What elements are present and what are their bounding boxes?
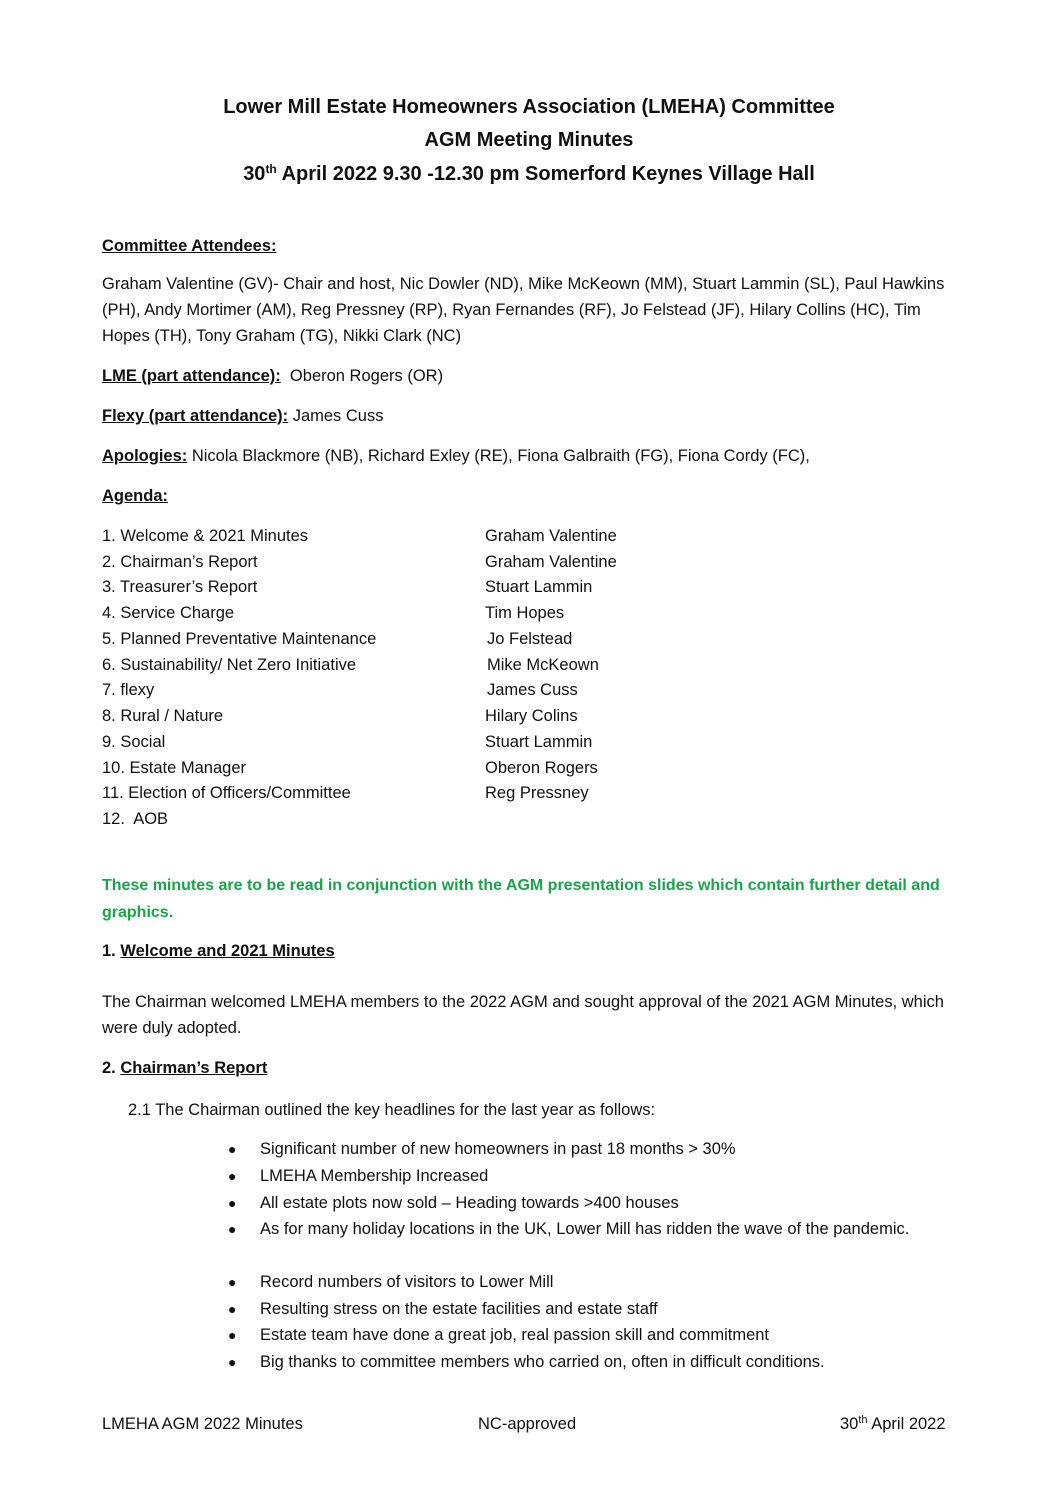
agenda-owner: Stuart Lammin	[485, 578, 593, 596]
section-1-number: 1.	[102, 942, 121, 960]
section-1-title: Welcome and 2021 Minutes	[120, 942, 335, 960]
flexy-text: James Cuss	[288, 407, 384, 425]
agenda-item: 3. Treasurer’s Report	[102, 578, 258, 596]
agenda-owner: James Cuss	[487, 681, 578, 699]
lme-text: Oberon Rogers (OR)	[280, 367, 444, 385]
footer-day-suffix: th	[858, 1414, 868, 1426]
agenda-label: Agenda:	[102, 487, 168, 505]
agenda-item: 5. Planned Preventative Maintenance	[102, 630, 377, 648]
title-date-venue: April 2022 9.30 -12.30 pm Somerford Keynes Village Hall	[276, 163, 815, 185]
agenda-owner: Tim Hopes	[485, 604, 565, 622]
apologies-label: Apologies:	[102, 447, 188, 465]
doc-title-line-3	[0, 158, 1058, 191]
bullet-icon: ●	[228, 1301, 237, 1317]
agenda-owner: Reg Pressney	[485, 784, 589, 802]
agenda-item: 4. Service Charge	[102, 604, 235, 622]
agenda-owner: Jo Felstead	[487, 630, 573, 648]
bullet-icon: ●	[228, 1354, 237, 1370]
bullet-icon: ●	[228, 1221, 237, 1237]
footer-month-year: April 2022	[867, 1415, 946, 1433]
bullet-text: Record numbers of visitors to Lower Mill	[260, 1273, 554, 1291]
attendees-label: Committee Attendees:	[102, 237, 277, 255]
footer-day: 30	[840, 1415, 859, 1433]
reading-note: These minutes are to be read in conjunction with the AGM presentation slides which contain further detail and graphics.	[102, 877, 940, 921]
agenda-owner: Stuart Lammin	[485, 733, 593, 751]
agenda-owner: Mike McKeown	[487, 656, 599, 674]
agenda-owner: Hilary Colins	[485, 707, 578, 725]
bullet-icon: ●	[228, 1168, 237, 1184]
bullet-text: Big thanks to committee members who carried on, often in difficult conditions.	[260, 1353, 825, 1371]
attendees-list: Graham Valentine (GV)- Chair and host, Nic Dowler (ND), Mike McKeown (MM), Stuart Lammin (SL), Paul Hawkins (PH), Andy Mortimer (AM), Reg Pressney (RP), Ryan Fernandes (RF), Jo Felstead (JF), Hilary Collins (HC), Tim Hopes (TH), Tony Graham (TG), Nikki Clark (NC)	[102, 275, 945, 345]
section-1-text: The Chairman welcomed LMEHA members to the 2022 AGM and sought approval of the 2021 AGM Minutes, which were duly adopted.	[102, 993, 944, 1037]
title-day: 30	[243, 163, 266, 185]
agenda-item: 6. Sustainability/ Net Zero Initiative	[102, 656, 357, 674]
agenda-item: 8. Rural / Nature	[102, 707, 224, 725]
doc-title-line-2: AGM Meeting Minutes	[424, 129, 634, 151]
section-2-title: Chairman’s Report	[120, 1059, 268, 1077]
agenda-item: 7. flexy	[102, 681, 155, 699]
flexy-label: Flexy (part attendance):	[102, 407, 289, 425]
bullet-text: Estate team have done a great job, real passion skill and commitment	[260, 1326, 770, 1344]
agenda-item: 1. Welcome & 2021 Minutes	[102, 527, 309, 545]
bullet-text: All estate plots now sold – Heading towards >400 houses	[260, 1194, 679, 1212]
lme-attendance	[102, 363, 962, 389]
footer-status: NC-approved	[478, 1415, 577, 1433]
agenda-item: 2. Chairman’s Report	[102, 553, 258, 571]
section-1-heading	[102, 938, 962, 964]
agenda-heading	[102, 483, 962, 509]
title-day-suffix: th	[265, 162, 277, 176]
agenda-owner: Graham Valentine	[485, 527, 617, 545]
agenda-owner: Graham Valentine	[485, 553, 617, 571]
agenda-item: 11. Election of Officers/Committee	[102, 784, 351, 802]
bullet-icon: ●	[228, 1274, 237, 1290]
bullet-icon: ●	[228, 1141, 237, 1157]
bullet-icon: ●	[228, 1327, 237, 1343]
bullet-text: Resulting stress on the estate facilities and estate staff	[260, 1300, 658, 1318]
bullet-icon: ●	[228, 1195, 237, 1211]
attendees-heading	[102, 233, 962, 259]
bullet-text: As for many holiday locations in the UK, Lower Mill has ridden the wave of the pandemic.	[260, 1220, 910, 1238]
section-2-intro: 2.1 The Chairman outlined the key headlines for the last year as follows:	[128, 1101, 656, 1119]
doc-title-line-1: Lower Mill Estate Homeowners Association (LMEHA) Committee	[223, 96, 835, 118]
apologies-text: Nicola Blackmore (NB), Richard Exley (RE), Fiona Galbraith (FG), Fiona Cordy (FC),	[187, 447, 810, 465]
footer-doc-name: LMEHA AGM 2022 Minutes	[102, 1415, 303, 1433]
section-2-heading	[102, 1055, 962, 1081]
agenda-owner: Oberon Rogers	[485, 759, 598, 777]
footer-date	[840, 1413, 946, 1435]
bullet-text: Significant number of new homeowners in past 18 months > 30%	[260, 1140, 736, 1158]
lme-label: LME (part attendance):	[102, 367, 281, 385]
agenda-item: 9. Social	[102, 733, 166, 751]
apologies	[102, 443, 962, 469]
flexy-attendance	[102, 403, 962, 429]
bullet-text: LMEHA Membership Increased	[260, 1167, 489, 1185]
agenda-item: 12. AOB	[102, 810, 169, 828]
agenda-item: 10. Estate Manager	[102, 759, 247, 777]
section-2-number: 2.	[102, 1059, 121, 1077]
